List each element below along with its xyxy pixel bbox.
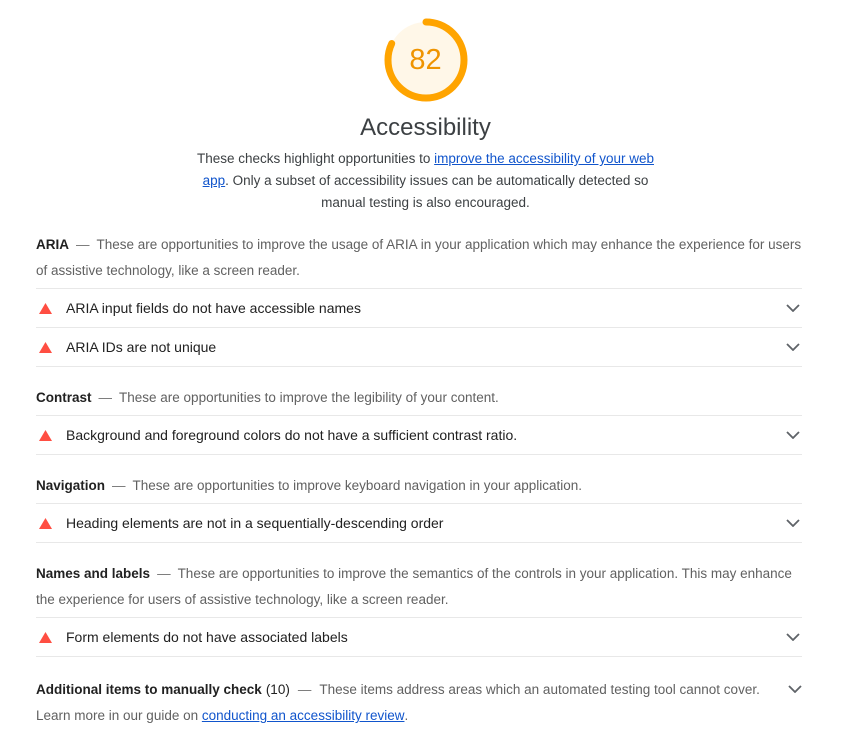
group-header: [36, 385, 802, 411]
audit-group-navigation: [36, 473, 802, 543]
group-description: These are opportunities to improve the usage of ARIA in your application which may enhance the experience for users of assistive technology, like a screen reader.: [36, 237, 802, 278]
audit-rows: [36, 288, 802, 367]
group-description: These are opportunities to improve the legibility of your content.: [119, 390, 499, 405]
dash-separator: —: [98, 390, 113, 405]
audit-title: Background and foreground colors do not have a sufficient contrast ratio.: [66, 427, 518, 443]
dash-separator: —: [157, 566, 171, 581]
accessibility-review-link[interactable]: conducting an accessibility review: [201, 708, 405, 723]
audit-row-color-contrast[interactable]: [36, 415, 802, 454]
chevron-down-icon: [788, 685, 802, 693]
category-header: [0, 0, 851, 214]
chevron-down-icon: [786, 343, 800, 351]
group-title: Contrast: [36, 390, 92, 405]
group-title: ARIA: [36, 237, 69, 252]
group-header: [36, 473, 802, 499]
category-description: [184, 148, 668, 214]
audit-title: ARIA input fields do not have accessible names: [66, 300, 361, 316]
audit-row-heading-order[interactable]: [36, 503, 802, 542]
fail-triangle-icon: [39, 518, 52, 529]
manual-checks-group[interactable]: [36, 677, 802, 729]
manual-checks-period: .: [404, 708, 409, 723]
fail-triangle-icon: [39, 303, 52, 314]
audit-groups: [36, 232, 802, 729]
audit-row-duplicate-id-aria[interactable]: [36, 327, 802, 366]
improve-accessibility-link[interactable]: improve the accessibility of your web app: [202, 151, 654, 188]
dash-separator: —: [297, 682, 312, 697]
fail-triangle-icon: [39, 342, 52, 353]
manual-checks-description: These items address areas which an automated testing tool cannot cover. Learn more in our guide on: [36, 682, 760, 723]
chevron-down-icon: [786, 304, 800, 312]
audit-title: Form elements do not have associated labels: [66, 629, 348, 645]
manual-checks-title: Additional items to manually check: [36, 682, 262, 697]
fail-triangle-icon: [39, 430, 52, 441]
group-description: These are opportunities to improve keyboard navigation in your application.: [132, 478, 583, 493]
fail-triangle-icon: [39, 632, 52, 643]
audit-row-aria-input-field-name[interactable]: [36, 288, 802, 327]
dash-separator: —: [112, 478, 126, 493]
audit-group-contrast: [36, 385, 802, 455]
audit-rows: [36, 503, 802, 543]
audit-title: ARIA IDs are not unique: [66, 339, 217, 355]
score-value: 82: [409, 43, 442, 76]
dash-separator: —: [76, 237, 90, 252]
audit-group-aria: [36, 232, 802, 367]
category-title: Accessibility: [360, 114, 491, 141]
group-title: Navigation: [36, 478, 106, 493]
group-header: [36, 232, 802, 284]
group-title: Names and labels: [36, 566, 151, 581]
audit-row-form-labels[interactable]: [36, 617, 802, 656]
chevron-down-icon: [786, 431, 800, 439]
audit-rows: [36, 617, 802, 657]
group-description: These are opportunities to improve the semantics of the controls in your application. This may enhance the experience for users of assistive technology, like a screen reader.: [36, 566, 792, 607]
group-header: [36, 561, 802, 613]
description-text-pre: These checks highlight opportunities to: [197, 151, 435, 166]
manual-checks-count: (10): [265, 682, 290, 697]
audit-rows: [36, 415, 802, 455]
chevron-down-icon: [786, 633, 800, 641]
score-gauge[interactable]: [384, 18, 468, 102]
audit-title: Heading elements are not in a sequentially-descending order: [66, 515, 444, 531]
chevron-down-icon: [786, 519, 800, 527]
description-text-post: . Only a subset of accessibility issues can be automatically detected so manual testing is also encouraged.: [225, 173, 649, 210]
audit-group-names-labels: [36, 561, 802, 657]
